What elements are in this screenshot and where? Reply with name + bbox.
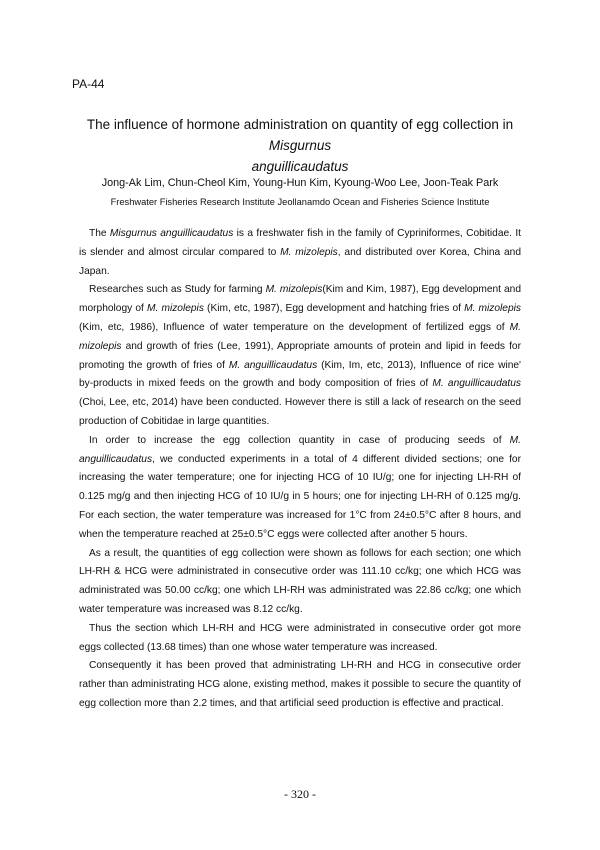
title-text: The influence of hormone administration on quantity of egg collection in (86, 117, 514, 132)
species-name: M. anguillicaudatus (79, 434, 521, 465)
author-list: Jong-Ak Lim, Chun-Cheol Kim, Young-Hun Kim, Kyoung-Woo Lee, Joon-Teak Park (101, 177, 499, 189)
species-name: M. anguillicaudatus (432, 378, 521, 390)
paragraph-1 (79, 225, 521, 281)
text-span: Researches such as Study for farming (89, 284, 266, 296)
species-name: M. anguillicaudatus (228, 359, 318, 371)
text-span: The (89, 228, 110, 239)
paragraph-4: As a result, the quantities of egg collection were shown as follows for each section; one which LH-RH & HCG were administrated in consecutive order was 111.10 cc/kg; one which HCG was administrated was 50.00 cc/kg; one which LH-RH was administrated was 22.86 cc/kg; one which water temperature was increased was 8.12 cc/kg. (79, 547, 521, 615)
title-species: Misgurnus (268, 138, 332, 153)
title-species-line2: anguillicaudatus (251, 159, 349, 174)
species-name: M. mizolepis (79, 321, 521, 352)
text-span: In order to increase the egg collection quantity in case of producing seeds of (89, 434, 510, 446)
abstract-body (79, 225, 521, 714)
text-span: , we conducted experiments in a total of 4 different divided sections; one for increasing the water temperature; one for injecting HCG of 10 IU/g; one for injecting LH-RH of 0.125 mg/g and then injecting HCG of 10 IU/g in 5 hours; one for injecting LH-RH of 0.125 mg/g. For each section, the water temperature was increased for 1°C from 24±0.5°C after 8 hours, and when the temperature reached at 25±0.5°C eggs were collected after another 5 hours. (79, 453, 521, 540)
page-number: - 320 - (284, 787, 316, 801)
text-span: (Kim, Im, etc, 2013), Influence of rice wine' by-products in mixed feeds on the growth and body composition of fries of (79, 359, 521, 390)
paragraph-3 (79, 432, 521, 545)
species-name: M. mizolepis (464, 303, 521, 315)
text-span: (Choi, Lee, etc, 2014) have been conducted. However there is still a lack of research on the seed production of Cobitidae in large quantities. (79, 397, 521, 427)
text-span: , and distributed over Korea, China and Japan. (79, 246, 522, 277)
text-span: (Kim, etc, 1987), Egg development and hatching fries of (203, 303, 465, 315)
species-name: Misgurnus anguillicaudatus (109, 228, 234, 239)
paragraph-5: Thus the section which LH-RH and HCG were administrated in consecutive order got more eggs collected (13.68 times) than one whose water temperature was increased. (79, 622, 521, 653)
text-span: is a freshwater fish in the family of Cypriniformes, Cobitidae. It is slender and almost circular compared to (79, 228, 521, 258)
paragraph-6: Consequently it has been proved that administrating LH-RH and HCG in consecutive order rather than administrating HCG alone, existing method, makes it possible to secure the quantity of egg collection more than 2.2 times, and that artificial seed production is effective and practical. (79, 660, 521, 709)
text-span: and growth of fries (Lee, 1991), Appropriate amounts of protein and lipid in feeds for promoting the growth of fries of (79, 340, 521, 371)
species-name: M. mizolepis (265, 284, 323, 296)
paper-title (60, 114, 540, 177)
species-name: M. mizolepis (147, 303, 204, 315)
species-name: M. mizolepis (280, 246, 338, 258)
paragraph-2 (79, 281, 521, 431)
paper-code: PA-44 (72, 77, 105, 91)
affiliation: Freshwater Fisheries Research Institute Jeollanamdo Ocean and Fisheries Science Institute (110, 197, 490, 207)
text-span: (Kim and Kim, 1987), Egg development and morphology of (79, 284, 522, 315)
text-span: (Kim, etc, 1986), Influence of water temperature on the development of fertilized eggs of (79, 321, 510, 333)
